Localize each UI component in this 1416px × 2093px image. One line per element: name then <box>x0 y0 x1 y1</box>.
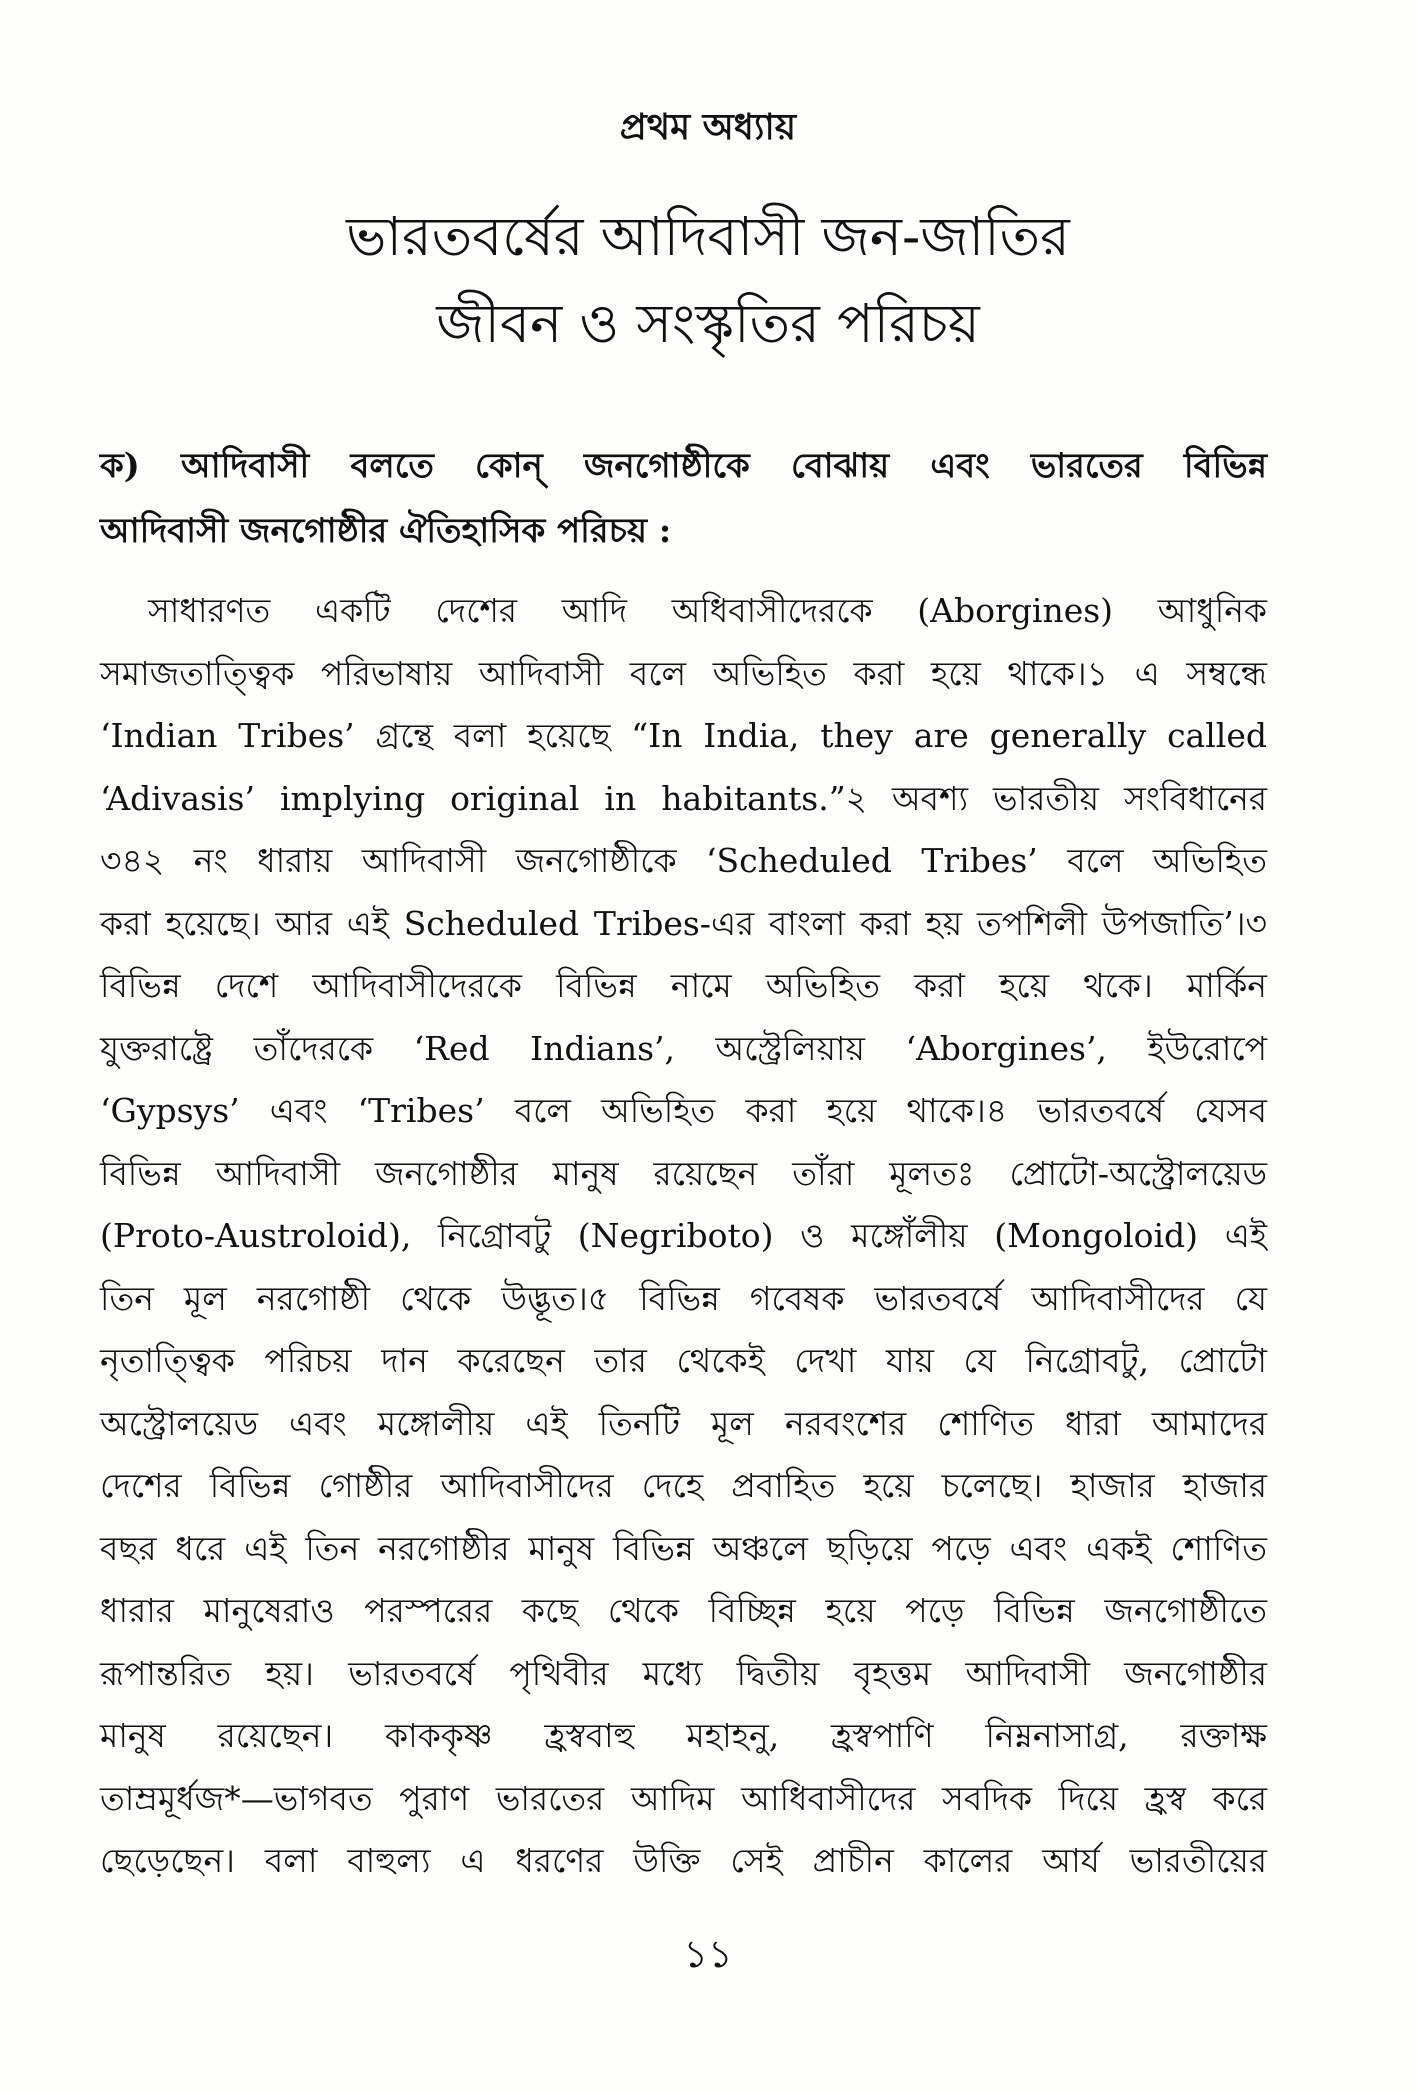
body-line: ছেড়েছেন। বলা বাহুল্য এ ধরণের উক্তি সেই প্রাচীন কালের আর্য ভারতীয়ের <box>100 1841 1267 1880</box>
body-line: রূপান্তরিত হয়। ভারতবর্ষে পৃথিবীর মধ্যে দ্বিতীয় বৃহত্তম আদিবাসী জনগোষ্ঠীর <box>100 1653 1267 1693</box>
chapter-title-line-1: ভারতবর্ষের আদিবাসী জন-জাতির <box>346 205 1070 268</box>
body-line: অস্ট্রোলয়েড এবং মঙ্গোলীয় এই তিনটি মূল নরবংশের শোণিত ধারা আমাদের <box>100 1403 1267 1443</box>
body-line: বিভিন্ন আদিবাসী জনগোষ্ঠীর মানুষ রয়েছেন তাঁরা মূলতঃ প্রোটো-অস্ট্রোলয়েড <box>100 1153 1267 1193</box>
body-line: ‘Gypsys’ এবং ‘Tribes’ বলে অভিহিত করা হয়ে থাকে।৪ ভারতবর্ষে যেসব <box>100 1091 1267 1130</box>
body-line: বছর ধরে এই তিন নরগোষ্ঠীর মানুষ বিভিন্ন অঞ্চলে ছড়িয়ে পড়ে এবং একই শোণিত <box>100 1528 1267 1568</box>
body-line: ৩৪২ নং ধারায় আদিবাসী জনগোষ্ঠীকে ‘Scheduled Tribes’ বলে অভিহিত <box>100 841 1267 880</box>
section-heading-line-2: আদিবাসী জনগোষ্ঠীর ঐতিহাসিক পরিচয় : <box>100 511 672 551</box>
body-line: দেশের বিভিন্ন গোষ্ঠীর আদিবাসীদের দেহে প্রবাহিত হয়ে চলেছে। হাজার হাজার <box>100 1466 1267 1505</box>
chapter-title-line-2: জীবন ও সংস্কৃতির পরিচয় <box>436 292 980 355</box>
body-line: ধারার মানুষেরাও পরস্পরের কছে থেকে বিচ্ছিন্ন হয়ে পড়ে বিভিন্ন জনগোষ্ঠীতে <box>100 1591 1267 1630</box>
body-line: তাম্রমূর্ধজ*—ভাগবত পুরাণ ভারতের আদিম আধিবাসীদের সবদিক দিয়ে হ্রস্ব করে <box>100 1778 1267 1818</box>
body-line: সাধারণত একটি দেশের আদি অধিবাসীদেরকে (Aborgines) আধুনিক <box>148 591 1267 630</box>
body-line: (Proto-Austroloid), নিগ্রোবটু (Negriboto) ও মঙ্গোঁলীয় (Mongoloid) এই <box>100 1216 1267 1255</box>
body-line: মানুষ রয়েছেন। কাককৃষ্ণ হ্রস্ববাহু মহাহনু, হ্রস্বপাণি নিম্ননাসাগ্র, রক্তাক্ষ <box>100 1716 1267 1755</box>
body-line: তিন মূল নরগোষ্ঠী থেকে উদ্ভূত।৫ বিভিন্ন গবেষক ভারতবর্ষে আদিবাসীদের যে <box>100 1278 1267 1318</box>
page-number: ১১ <box>683 1932 733 1976</box>
body-line: ‘Adivasis’ implying original in habitants.”২ অবশ্য ভারতীয় সংবিধানের <box>100 778 1267 818</box>
chapter-label: প্রথম অধ্যায় <box>619 106 797 148</box>
body-line: বিভিন্ন দেশে আদিবাসীদেরকে বিভিন্ন নামে অভিহিত করা হয়ে থকে। মার্কিন <box>100 966 1267 1005</box>
body-line: সমাজতাত্ত্বিক পরিভাষায় আদিবাসী বলে অভিহিত করা হয়ে থাকে।১ এ সম্বন্ধে <box>100 653 1267 693</box>
body-line: নৃতাত্ত্বিক পরিচয় দান করেছেন তার থেকেই দেখা যায় যে নিগ্রোবটু, প্রোটো <box>100 1341 1267 1380</box>
body-text <box>100 580 1267 1893</box>
section-heading-line-1: ক) আদিবাসী বলতে কোন্ জনগোষ্ঠীকে বোঝায় এবং ভারতের বিভিন্ন <box>100 446 1267 486</box>
body-line: যুক্তরাষ্ট্রে তাঁদেরকে ‘Red Indians’, অস্ট্রেলিয়ায় ‘Aborgines’, ইউরোপে <box>100 1028 1267 1068</box>
body-line: করা হয়েছে। আর এই Scheduled Tribes-এর বাংলা করা হয় তপশিলী উপজাতি’।৩ <box>100 903 1267 943</box>
body-line: ‘Indian Tribes’ গ্রন্থে বলা হয়েছে “In India, they are generally called <box>100 716 1267 755</box>
